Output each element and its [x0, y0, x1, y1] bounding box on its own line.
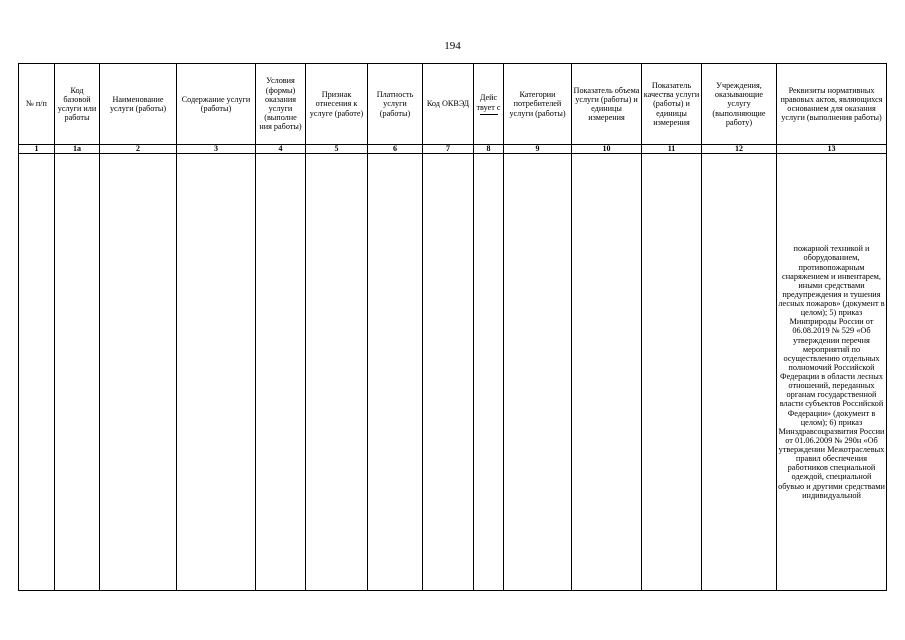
column-number: 1а — [55, 145, 100, 154]
header-cell-conditions: Условия (формы) оказания услуги (выполне ния работы) — [256, 64, 306, 145]
column-number: 13 — [777, 145, 887, 154]
column-number: 4 — [256, 145, 306, 154]
table-cell — [642, 154, 702, 591]
table-cell — [572, 154, 642, 591]
header-cell-okved: Код ОКВЭД — [423, 64, 474, 145]
column-number: 10 — [572, 145, 642, 154]
header-cell-service-content: Содержание услуги (работы) — [177, 64, 256, 145]
header-cell-volume-indicator: Показатель объема услуги (работы) и единицы измерения — [572, 64, 642, 145]
column-number-row — [19, 145, 887, 154]
table-cell — [504, 154, 572, 591]
table-cell — [702, 154, 777, 591]
legal-acts-cell: пожарной техникой и оборудованием, противопожарным снаряжением и инвентарем, иными средствами предупреждения и тушения лесных пожаров» (документ в целом); 5) приказ Минприроды России от 06.08.2019 № 529 «Об утверждении перечня мероприятий по осуществлению отдельных полномочий Российской Федерации в области лесных отношений, переданных органам государственной власти субъектов Российской Федерации» (документ в целом); 6) приказ Минздравсоцразвития России от 01.06.2009 № 290н «Об утверждении Межотраслевых правил обеспечения работников специальной одеждой, специальной обувью и другими средствами индивидуальной — [777, 154, 887, 591]
header-cell-base-code: Код базовой услуги или работы — [55, 64, 100, 145]
column-number: 7 — [423, 145, 474, 154]
header-cell-consumers: Категории потребителей услуги (работы) — [504, 64, 572, 145]
blank-line — [480, 114, 498, 115]
header-row — [19, 64, 887, 145]
header-cell-institutions: Учреждения, оказывающие услугу (выполняющие работу) — [702, 64, 777, 145]
table-cell — [423, 154, 474, 591]
column-number: 1 — [19, 145, 55, 154]
column-number: 6 — [368, 145, 423, 154]
table-cell — [100, 154, 177, 591]
header-cell-valid-from — [474, 64, 504, 145]
page-number: 194 — [444, 40, 461, 52]
header-valid-from-label: Дейс твует с — [476, 93, 501, 112]
column-number: 5 — [306, 145, 368, 154]
header-cell-service-name: Наименование услуги (работы) — [100, 64, 177, 145]
table-cell — [474, 154, 504, 591]
table-cell — [306, 154, 368, 591]
table-cell — [19, 154, 55, 591]
column-number: 3 — [177, 145, 256, 154]
table-cell — [368, 154, 423, 591]
services-registry-table — [18, 63, 887, 591]
table-cell — [55, 154, 100, 591]
column-number: 11 — [642, 145, 702, 154]
header-cell-payment: Платность услуги (работы) — [368, 64, 423, 145]
column-number: 8 — [474, 145, 504, 154]
column-number: 9 — [504, 145, 572, 154]
header-cell-num: № п/п — [19, 64, 55, 145]
column-number: 12 — [702, 145, 777, 154]
table-cell — [256, 154, 306, 591]
header-cell-legal-acts: Реквизиты нормативных правовых актов, являющихся основанием для оказания услуги (выполнения работы) — [777, 64, 887, 145]
table-cell — [177, 154, 256, 591]
column-number: 2 — [100, 145, 177, 154]
header-cell-quality-indicator: Показатель качества услуги (работы) и единицы измерения — [642, 64, 702, 145]
header-cell-attribute: Признак отнесения к услуге (работе) — [306, 64, 368, 145]
table-row — [19, 154, 887, 591]
